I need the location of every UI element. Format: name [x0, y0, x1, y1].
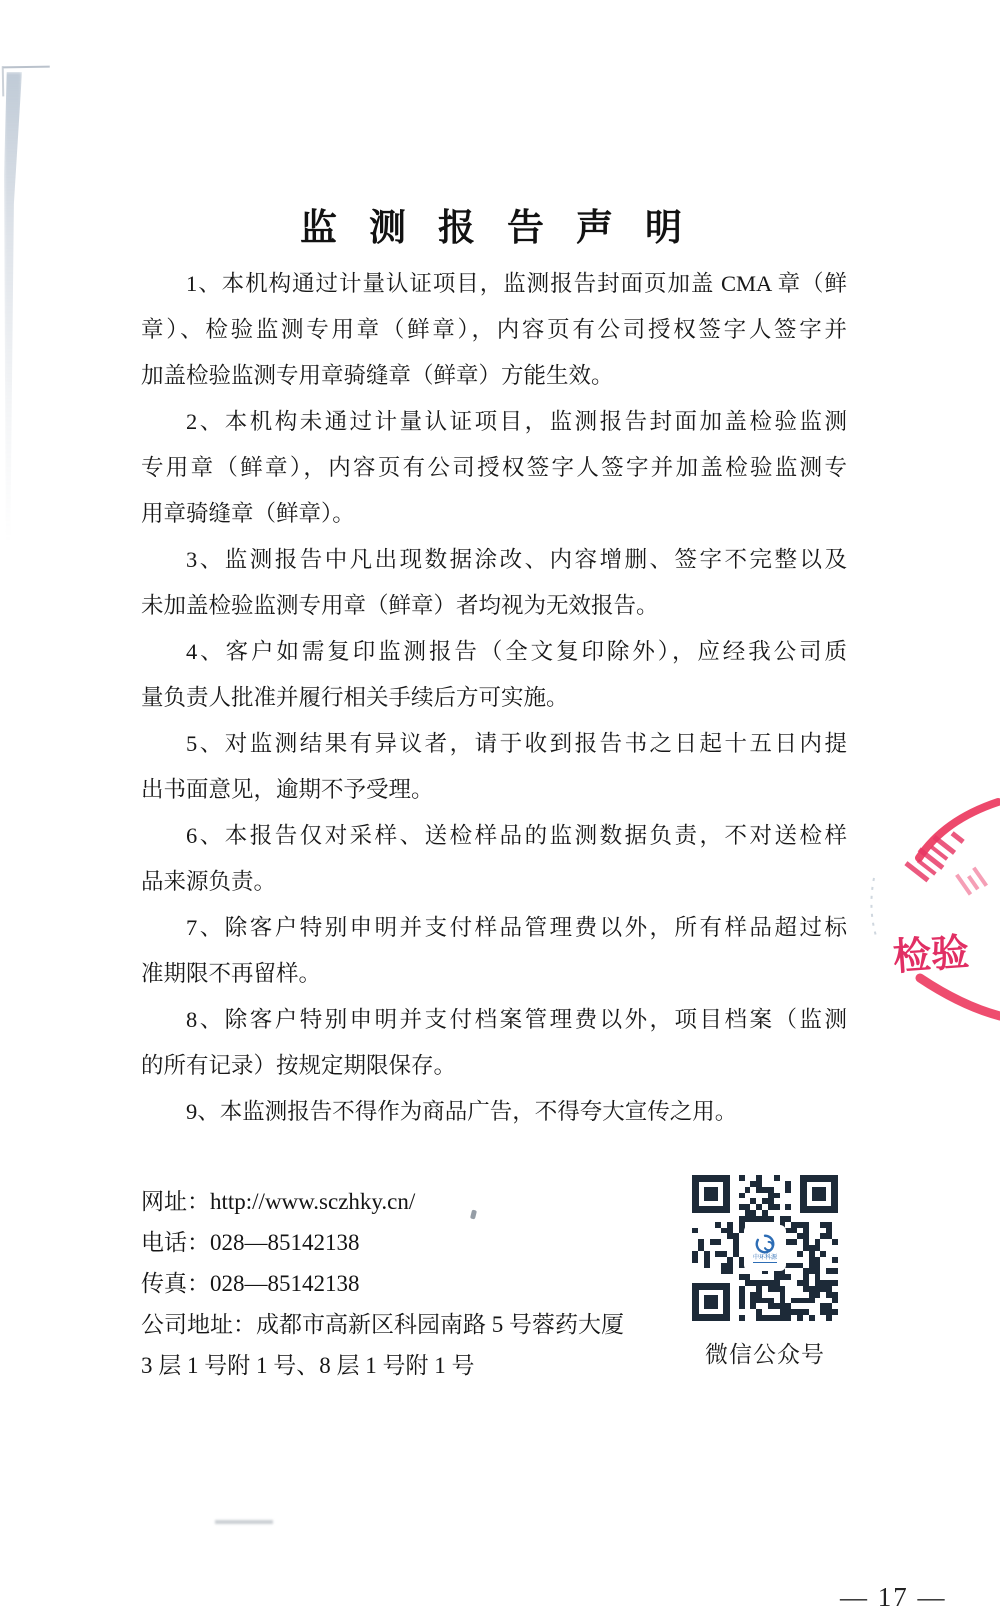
text-line: 3、监测报告中凡出现数据涂改、内容增删、签字不完整以及 [186, 547, 847, 572]
qr-caption: 微信公众号 [705, 1342, 825, 1367]
statement-paragraph-5 [141, 721, 847, 813]
qr-logo-text: 中环科源 [752, 1255, 777, 1261]
text-line: 8、除客户特别申明并支付档案管理费以外，项目档案（监测 [186, 1007, 847, 1032]
text-line: 的所有记录）按规定期限保存。 [141, 1053, 457, 1078]
contact-fax: 传真：028—85142138 [141, 1271, 360, 1296]
text-line: 加盖检验监测专用章骑缝章（鲜章）方能生效。 [141, 363, 614, 388]
text-line: 用章骑缝章（鲜章）。 [141, 501, 355, 526]
qr-finder-icon [692, 1175, 730, 1213]
contact-phone: 电话：028—85142138 [141, 1230, 360, 1255]
scan-corner-line [2, 66, 51, 97]
scan-smudge-left [4, 72, 22, 542]
text-line: 未加盖检验监测专用章（鲜章）者均视为无效报告。 [141, 593, 659, 618]
text-line: 出书面意见，逾期不予受理。 [141, 777, 434, 802]
red-seal-stamp [840, 770, 1000, 1030]
statement-paragraph-8 [141, 997, 847, 1089]
text-line: 品来源负责。 [141, 869, 277, 894]
statement-paragraph-1 [141, 261, 847, 399]
statement-paragraph-6 [141, 813, 847, 905]
statement-paragraph-3 [141, 537, 847, 629]
text-line: 9、本监测报告不得作为商品广告，不得夸大宣传之用。 [186, 1099, 738, 1124]
qr-finder-icon [800, 1175, 838, 1213]
contact-address-line-2: 3 层 1 号附 1 号、8 层 1 号附 1 号 [141, 1353, 475, 1378]
qr-center-logo [744, 1225, 786, 1271]
text-line: 4、客户如需复印监测报告（全文复印除外），应经我公司质 [186, 639, 847, 664]
statement-paragraph-7 [141, 905, 847, 997]
text-line: 章）、检验监测专用章（鲜章），内容页有公司授权签字人签字并 [141, 317, 847, 342]
text-line: 6、本报告仅对采样、送检样品的监测数据负责，不对送检样 [186, 823, 847, 848]
contact-block [141, 1181, 624, 1386]
text-line: 7、除客户特别申明并支付样品管理费以外，所有样品超过标 [186, 915, 847, 940]
text-line: 准期限不再留样。 [141, 961, 322, 986]
seal-icon [840, 770, 1000, 1030]
swirl-logo-icon [754, 1233, 776, 1255]
scan-smudge-bottom [215, 1520, 273, 1524]
statement-paragraph-9 [141, 1089, 847, 1135]
page-title: 监测报告声明 [300, 208, 714, 249]
statement-paragraph-2 [141, 399, 847, 537]
statement-paragraph-4 [141, 629, 847, 721]
page-number: — 17 — [840, 1582, 947, 1612]
text-line: 量负责人批准并履行相关手续后方可实施。 [141, 685, 569, 710]
contact-website: 网址：http://www.sczhky.cn/ [141, 1189, 416, 1214]
contact-address-line-1: 公司地址：成都市高新区科园南路 5 号蓉药大厦 [141, 1312, 624, 1337]
text-line: 专用章（鲜章），内容页有公司授权签字人签字并加盖检验监测专 [141, 455, 847, 480]
seal-legible-text: 检验 [891, 931, 971, 979]
text-line: 5、对监测结果有异议者，请于收到报告书之日起十五日内提 [186, 731, 847, 756]
wechat-qr-code [692, 1175, 838, 1321]
text-line: 1、本机构通过计量认证项目，监测报告封面页加盖 CMA 章（鲜 [186, 271, 847, 296]
text-line: 2、本机构未通过计量认证项目，监测报告封面加盖检验监测 [186, 409, 847, 434]
statement-body [141, 261, 847, 1135]
qr-finder-icon [692, 1283, 730, 1321]
